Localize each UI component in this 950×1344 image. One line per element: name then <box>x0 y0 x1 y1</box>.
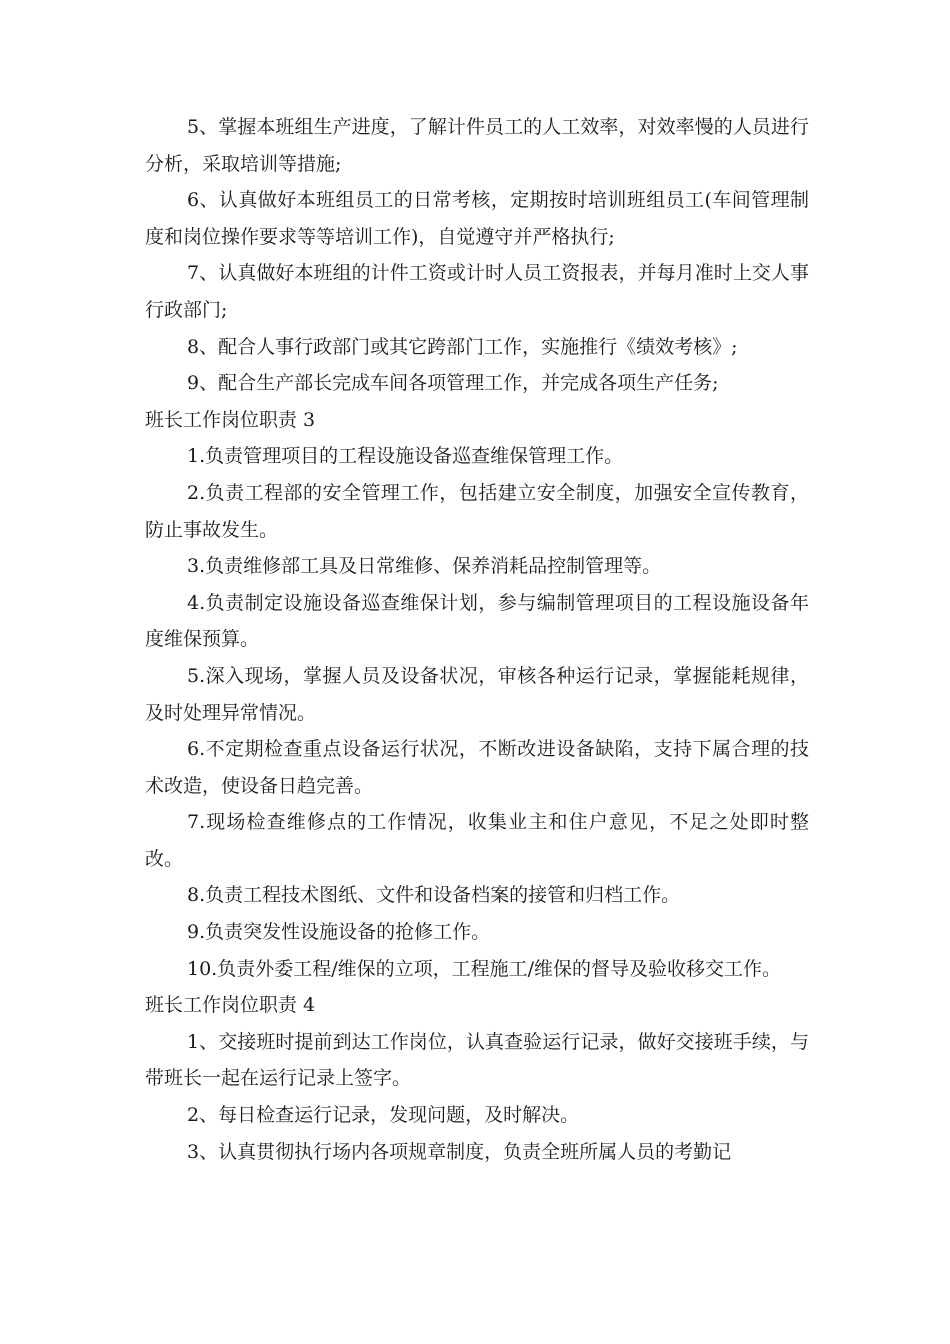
paragraph: 3.负责维修部工具及日常维修、保养消耗品控制管理等。 <box>187 555 662 578</box>
paragraph: 5、掌握本班组生产进度，了解计件员工的人工效率，对效率慢的人员进行分析，采取培训等措施; <box>145 116 809 175</box>
paragraph: 3、认真贯彻执行场内各项规章制度，负责全班所属人员的考勤记 <box>187 1140 732 1163</box>
paragraph: 2.负责工程部的安全管理工作，包括建立安全制度，加强安全宣传教育，防止事故发生。 <box>145 481 809 541</box>
paragraph: 4.负责制定设施设备巡查维保计划，参与编制管理项目的工程设施设备年度维保预算。 <box>145 591 809 651</box>
section-heading: 班长工作岗位职责 3 <box>145 408 316 431</box>
paragraph: 10.负责外委工程/维保的立项，工程施工/维保的督导及验收移交工作。 <box>187 957 782 980</box>
paragraph: 9.负责突发性设施设备的抢修工作。 <box>187 921 491 944</box>
paragraph: 1.负责管理项目的工程设施设备巡查维保管理工作。 <box>187 445 624 468</box>
paragraph: 2、每日检查运行记录，发现问题，及时解决。 <box>187 1104 580 1127</box>
paragraph: 7.现场检查维修点的工作情况，收集业主和住户意见，不足之处即时整改。 <box>145 811 809 870</box>
document-page <box>145 109 809 1170</box>
paragraph: 9、配合生产部长完成车间各项管理工作，并完成各项生产任务; <box>187 372 719 395</box>
paragraph: 6、认真做好本班组员工的日常考核，定期按时培训班组员工(车间管理制度和岗位操作要求等等培训工作)，自觉遵守并严格执行; <box>145 189 809 248</box>
paragraph: 6.不定期检查重点设备运行状况，不断改进设备缺陷，支持下属合理的技术改造，使设备日趋完善。 <box>145 738 809 797</box>
paragraph: 8.负责工程技术图纸、文件和设备档案的接管和归档工作。 <box>187 884 681 907</box>
paragraph: 5.深入现场，掌握人员及设备状况，审核各种运行记录，掌握能耗规律，及时处理异常情况。 <box>145 664 809 724</box>
section-heading: 班长工作岗位职责 4 <box>145 994 316 1017</box>
paragraph: 8、配合人事行政部门或其它跨部门工作，实施推行《绩效考核》; <box>187 335 738 358</box>
paragraph: 1、交接班时提前到达工作岗位，认真查验运行记录，做好交接班手续，与带班长一起在运行记录上签字。 <box>145 1030 809 1090</box>
paragraph: 7、认真做好本班组的计件工资或计时人员工资报表，并每月准时上交人事行政部门; <box>145 262 809 321</box>
